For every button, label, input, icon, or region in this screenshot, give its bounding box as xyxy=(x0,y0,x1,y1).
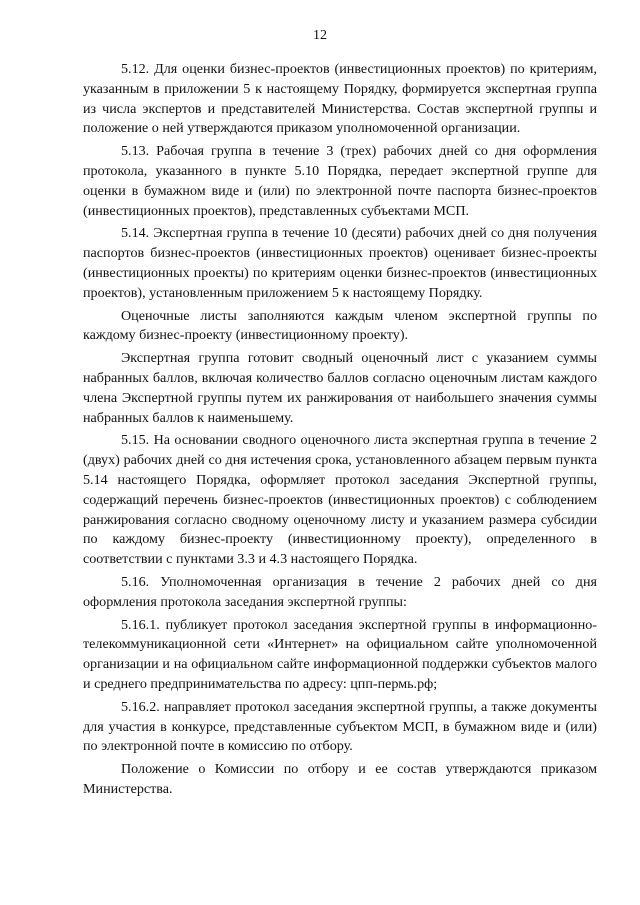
paragraph-5-16-2: 5.16.2. направляет протокол заседания экспертной группы, а также документы для участия в конкурсе, представленные субъектом МСП, в бумажном виде и (или) по электронной почте в комиссию по отбору. xyxy=(83,698,597,755)
paragraph-evaluation-sheets: Оценочные листы заполняются каждым членом экспертной группы по каждому бизнес-проекту (инвестиционному проекту). xyxy=(83,307,597,344)
paragraph-5-16-1: 5.16.1. публикует протокол заседания экспертной группы в информационно-телекоммуникационной сети «Интернет» на официальном сайте уполномоченной организации и на официальном сайте информационной поддержки субъектов малого и среднего предпринимательства по адресу: цпп-пермь.рф; xyxy=(83,616,597,692)
paragraph-5-13: 5.13. Рабочая группа в течение 3 (трех) рабочих дней со дня оформления протокола, указанного в пункте 5.10 Порядка, передает экспертной группе для оценки в бумажном виде и (или) по электронной почте паспорта бизнес-проектов (инвестиционных проектов), представленных субъектами МСП. xyxy=(83,143,597,219)
paragraph-5-14: 5.14. Экспертная группа в течение 10 (десяти) рабочих дней со дня получения паспортов бизнес-проектов (инвестиционных проектов) оценивает бизнес-проекты (инвестиционных проекты) по критериям оценки бизнес-проектов (инвестиционных проектов), установленным приложением 5 к настоящему Порядку. xyxy=(83,225,597,301)
paragraph-commission: Положение о Комиссии по отбору и ее состав утверждаются приказом Министерства. xyxy=(83,761,597,797)
document-body xyxy=(83,60,597,803)
paragraph-5-12: 5.12. Для оценки бизнес-проектов (инвестиционных проектов) по критериям, указанным в приложении 5 к настоящему Порядку, формируется экспертная группа из числа экспертов и представителей Министерства. Состав экспертной группы и положение о ней утверждаются приказом уполномоченной организации. xyxy=(83,61,597,137)
paragraph-5-15: 5.15. На основании сводного оценочного листа экспертная группа в течение 2 (двух) рабочих дней со дня истечения срока, установленного абзацем первым пункта 5.14 настоящего Порядка, оформляет протокол заседания Экспертной группы, содержащий перечень бизнес-проектов (инвестиционных проектов) с соблюдением ранжирования согласно сводному оценочному листу и указанием размера субсидии по каждому бизнес-проекту (инвестиционному проекту), определенного в соответствии с пунктами 3.3 и 4.3 настоящего Порядка. xyxy=(83,432,597,568)
paragraph-summary-sheet: Экспертная группа готовит сводный оценочный лист с указанием суммы набранных баллов, включая количество баллов согласно оценочным листам каждого члена Экспертной группы путем их ранжирования от наибольшего значения суммы набранных баллов к наименьшему. xyxy=(83,350,597,426)
paragraph-5-16: 5.16. Уполномоченная организация в течение 2 рабочих дней со дня оформления протокола заседания экспертной группы: xyxy=(83,573,597,610)
page-number: 12 xyxy=(313,28,327,43)
